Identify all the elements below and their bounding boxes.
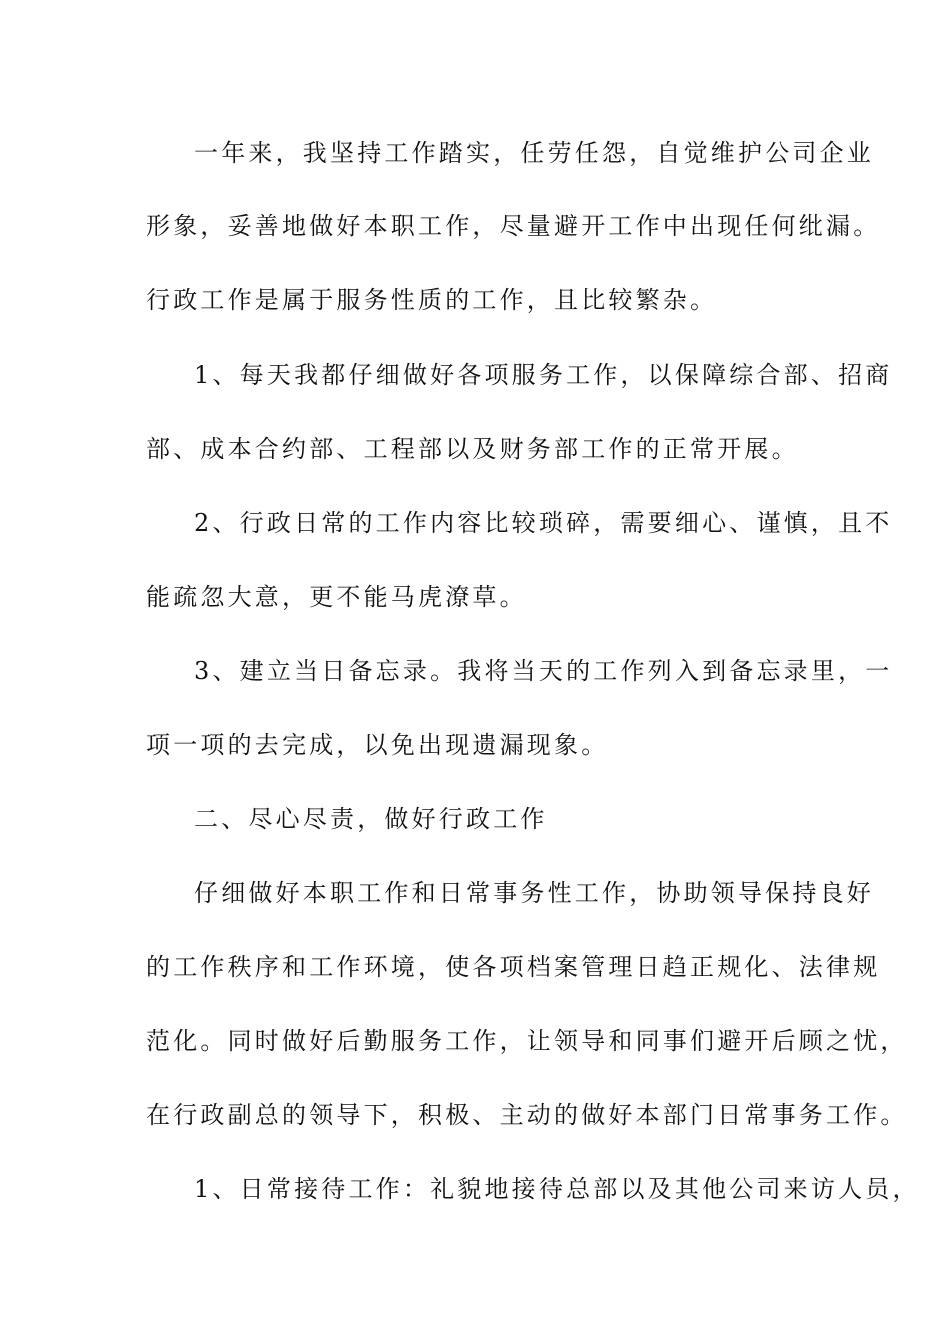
section-heading: 二、尽心尽责，做好行政工作: [194, 805, 548, 833]
list-item-line: 部、成本合约部、工程部以及财务部工作的正常开展。: [146, 435, 799, 463]
list-item-line: 1、每天我都仔细做好各项服务工作，以保障综合部、招商: [194, 361, 893, 389]
paragraph-line: 在行政副总的领导下，积极、主动的做好本部门日常事务工作。: [146, 1101, 908, 1129]
list-item-line: 项一项的去完成，以免出现遗漏现象。: [146, 731, 609, 759]
list-item-line: 2、行政日常的工作内容比较琐碎，需要细心、谨慎，且不: [194, 509, 893, 537]
list-item-line: 能疏忽大意，更不能马虎潦草。: [146, 583, 527, 611]
list-item-line: 1、日常接待工作：礼貌地接待总部以及其他公司来访人员，: [194, 1175, 920, 1203]
list-item-line: 3、建立当日备忘录。我将当天的工作列入到备忘录里，一: [194, 657, 893, 685]
paragraph-line: 范化。同时做好后勤服务工作，让领导和同事们避开后顾之忧，: [146, 1027, 908, 1055]
paragraph-line: 的工作秩序和工作环境，使各项档案管理日趋正规化、法律规: [146, 953, 881, 981]
paragraph-line: 仔细做好本职工作和日常事务性工作，协助领导保持良好: [194, 879, 874, 907]
paragraph-line: 形象，妥善地做好本职工作，尽量避开工作中出现任何纰漏。: [146, 212, 881, 240]
paragraph-line: 行政工作是属于服务性质的工作，且比较繁杂。: [146, 286, 718, 314]
paragraph-line: 一年来，我坚持工作踏实，任劳任怨，自觉维护公司企业: [194, 139, 874, 167]
